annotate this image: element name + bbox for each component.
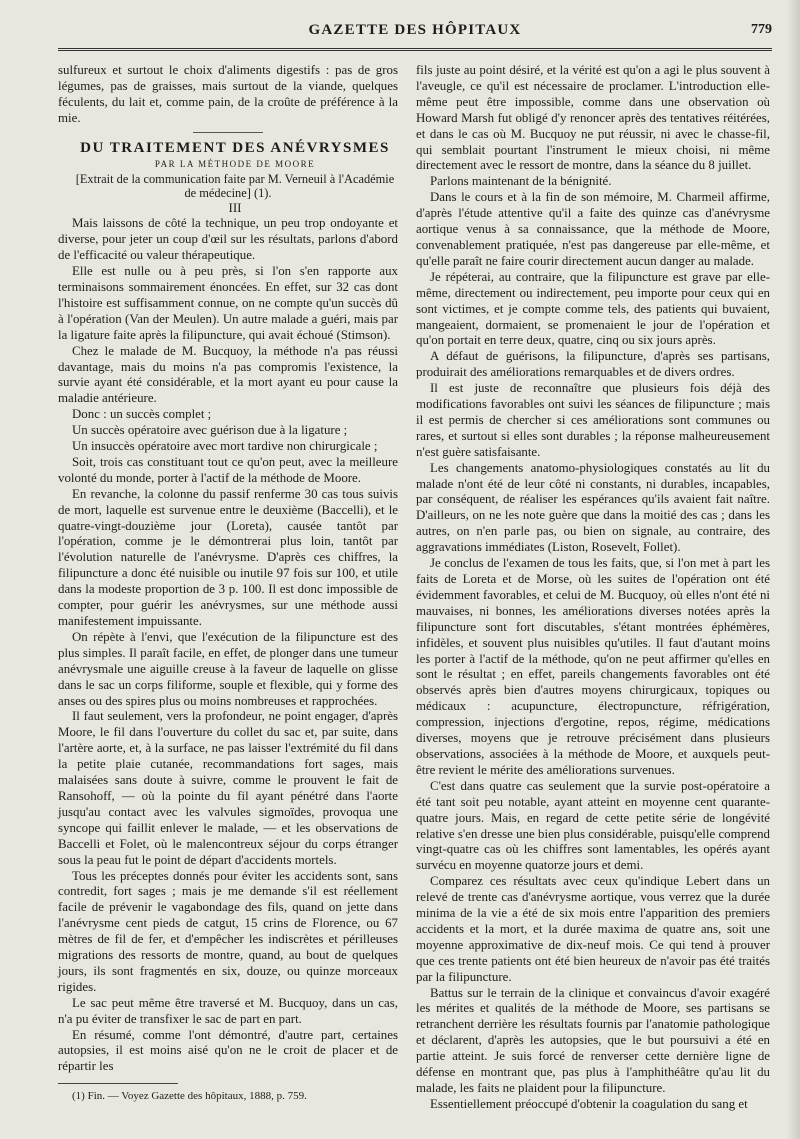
body-paragraph: Les changements anatomo-physiologiques constatés au lit du malade n'ont été de leur côté ni constants, ni durables, incapables, par conséquent, de réaliser les espérances qu'ils avaient fait naître. D'ailleurs, on ne les note guère que dans la moitié des cas ; dans les autres, on n'en parle pas, ou bien on signale, au contraire, des aggravations immédiates (Liston, Rosevelt, Follet). — [416, 460, 770, 555]
body-paragraph: fils juste au point désiré, et la vérité est qu'on a agi le plus souvent à l'aveugle, ce qu'il est nécessaire de proclamer. L'introduction elle-même peut être impossible, comme dans une observation où Howard Marsh fut obligé d'y renoncer après des tentatives réitérées, et dans le cas où M. Bucquoy ne put réussir, ni avec le chasse-fil, qui semblait pourtant l'instrument le mieux choisi, ni même directement avec le ressort de montre, dans la séance du 8 juillet. — [416, 63, 770, 173]
footnote-divider — [58, 1083, 178, 1084]
section-title: DU TRAITEMENT DES ANÉVRYSMES — [80, 139, 390, 156]
body-paragraph: Chez le malade de M. Bucquoy, la méthode n'a pas réussi davantage, mais du moins n'a pas compromis l'existence, la survie ayant été considérable, et la mort ayant eu pour cause la maladie antérieure. — [58, 343, 398, 406]
body-paragraph: Un succès opératoire avec guérison due à la ligature ; — [72, 423, 348, 438]
body-paragraph: Il est juste de reconnaître que plusieurs fois déjà des modifications favorables ont suivi les séances de filipuncture ; mais il est permis de chercher si ces améliorations sont communes ou rares, et surtout si elles sont durables ; la réponse malheureusement n'est guère satisfaisante. — [416, 381, 770, 459]
body-paragraph: Elle est nulle ou à peu près, si l'on s'en rapporte aux terminaisons sommairement énoncées. En effet, sur 32 cas dont l'histoire est suffisamment connue, on ne compte qu'un succès dû à l'opération (Van der Meulen). Un autre malade a guéri, mais par la ligature faite après la filipuncture, qui avait échoué (Stimson). — [58, 264, 398, 342]
intro-paragraph: sulfureux et surtout le choix d'aliments digestifs : pas de gros légumes, pas de graisses, mais surtout de la viande, quelques féculents, du lait et, comme pain, de la croûte de préférence à la mie. — [58, 63, 398, 125]
body-paragraph: Dans le cours et à la fin de son mémoire, M. Charmeil affirme, d'après l'étude attentive qu'il a faite des quinze cas d'anévrysme aortique venus à sa connaissance, que la méthode de Moore, convenablement pratiquée, n'est pas dangereuse par elle-même, et qu'elle paraît ne faire courir directement aucun danger au malade. — [416, 190, 770, 268]
page-number: 779 — [751, 22, 772, 37]
body-paragraph: Donc : un succès complet ; — [72, 407, 212, 422]
body-paragraph: Parlons maintenant de la bénignité. — [430, 174, 612, 189]
running-head-title: GAZETTE DES HÔPITAUX — [308, 22, 522, 38]
right-column — [416, 63, 770, 1113]
footnote: (1) Fin. — Voyez Gazette des hôpitaux, 1888, p. 759. — [72, 1090, 307, 1103]
section-divider — [193, 132, 263, 133]
body-paragraph: Je conclus de l'examen de tous les faits, que, si l'on met à part les faits de Loreta et de Morse, où les suites de l'opération ont été évidemment favorables, et celui de M. Bucquoy, où elles n'ont été ni mauvaises, ni bonnes, les améliorations diverses notées après la filipuncture sont fort discutables, s'étant montrées éphémères, infidèles, et souvent plus nuisibles qu'utiles. Il faut d'autant moins les porter à l'actif de la méthode, qu'on ne peut affirmer qu'elles en sont le résultat ; en effet, pareils changements favorables ont été observés après bien d'autres moyens chirurgicaux, topiques ou médicaux : acupuncture, électropuncture, réfrigération, compression, injections d'ergotine, repos, régime, médications diverses, moyens que je retrouve précisément dans plusieurs observations, associées à la méthode de Moore, et auxquels peut-être revient le mérite des améliorations survenues. — [416, 556, 770, 777]
body-paragraph: Mais laissons de côté la technique, un peu trop ondoyante et diverse, pour jeter un coup d'œil sur les résultats, parlons d'abord de l'efficacité ou valeur thérapeutique. — [58, 216, 398, 263]
body-paragraph: On répète à l'envi, que l'exécution de la filipuncture est des plus simples. Il paraît facile, en effet, de plonger dans une tumeur anévrysmale une aiguille creuse à la faveur de laquelle on glisse dans le sac un corps filiforme, souple et flexible, qui y forme des anses ou des spires plus ou moins nombreuses et rapprochées. — [58, 629, 398, 708]
body-paragraph: En revanche, la colonne du passif renferme 30 cas tous suivis de mort, laquelle est survenue entre le deuxième (Baccelli), et le quatre-vingt-douzième jour (Loreta), causée tantôt par l'opération, comme je le démontrerai plus loin, tantôt par l'évolution naturelle de l'anévrysme. D'après ces chiffres, la filipuncture a donc été nuisible ou inutile 97 fois sur 100, et utile dans la modeste proportion de 3 p. 100. Il est donc impossible de compter, pour guérir les anévrysmes, sur une méthode aussi manifestement impuissante. — [58, 486, 398, 628]
body-paragraph: Il faut seulement, vers la profondeur, ne point engager, d'après Moore, le fil dans l'ouverture du collet du sac et, par suite, dans l'artère aorte, et, à la surface, ne pas laisser l'extrémité du fil dans la petite plaie cutanée, recommandations fort sages, mais malaisées sans doute à suivre, comme le prouvent le fait de Ransohoff, — où la pointe du fil ayant pénétré dans l'aorte jusqu'au contact avec les valvules sigmoïdes, provoqua une syncope qui faillit enlever le malade, — et les observations de Baccelli et Folet, où le malencontreux séjour du corps étranger sous la peau fut le point de départ d'accidents mortels. — [58, 709, 398, 867]
body-paragraph: C'est dans quatre cas seulement que la survie post-opératoire a été tant soit peu notable, ayant atteint en moyenne cent quarante-quatre jours. Mais, en regard de cette petite série de longévité relative s'en dresse une bien plus considérable, puisqu'elle comprend vingt-quatre cas où les chiffres sont lamentables, les opérés ayant survécu en moyenne quatorze jours et demi. — [416, 778, 770, 873]
page-header — [58, 22, 772, 51]
body-paragraph: Battus sur le terrain de la clinique et convaincus d'avoir exagéré les mérites et qualités de la méthode de Moore, ses partisans se retranchent derrière les résultats fournis par l'anatomie pathologique et déclarent, d'après les autopsies, que le but poursuivi a été en partie atteint. Je suis forcé de renverser cette dernière ligne de défense en montrant que, pas plus à l'amphithéâtre qu'au lit du malade, les faits ne plaident pour la filipuncture. — [416, 985, 770, 1095]
section-note: [Extrait de la communication faite par M. Verneuil à l'Académie de médecine] (1). — [75, 172, 395, 201]
body-paragraph: Comparez ces résultats avec ceux qu'indique Lebert dans un relevé de trente cas d'anévrysme aortique, vous verrez que la durée minima de la vie a été de six mois entre l'apparition des premiers accidents et la mort, et la durée maxima de quatre ans, soit une moyenne approximative de dix-neuf mois. Ce qui tend à prouver que ces trente patients ont été bien heureux de n'avoir pas été traités par la filipuncture. — [416, 874, 770, 984]
chapter-number: III — [228, 200, 242, 216]
body-paragraph: Soit, trois cas constituant tout ce qu'on peut, avec la meilleure volonté du monde, porter à l'actif de la méthode de Moore. — [58, 454, 398, 485]
body-paragraph: Tous les préceptes donnés pour éviter les accidents sont, sans contredit, fort sages ; mais je me demande s'il est réellement facile de prévenir le vagabondage des fils, quand on jette dans l'anévrysme cent pieds de catgut, 15 crins de Florence, ou 67 mètres de fil de fer, et d'empêcher les indiscrètes et périlleuses migrations des ressorts de montre, quand, au bout de quelques jours, ils sont fragmentés en six, douze, ou quinze morceaux rigides. — [58, 868, 398, 994]
page-edge-shadow — [786, 0, 800, 1139]
body-paragraph: Un insuccès opératoire avec mort tardive non chirurgicale ; — [72, 439, 378, 454]
left-column — [58, 63, 398, 1103]
section-byline: PAR LA MÉTHODE DE MOORE — [154, 158, 316, 169]
body-paragraph: Le sac peut même être traversé et M. Bucquoy, dans un cas, n'a pu éviter de transfixer le sac de part en part. — [58, 995, 398, 1026]
body-paragraph: Essentiellement préoccupé d'obtenir la coagulation du sang et — [430, 1096, 748, 1111]
body-paragraph: En résumé, comme l'ont démontré, d'autre part, certaines autopsies, il est moins aisé qu'on ne le croit de placer et de répartir les — [58, 1027, 398, 1074]
body-paragraph: A défaut de guérisons, la filipuncture, d'après ses partisans, produirait des améliorations remarquables et de divers ordres. — [416, 349, 770, 380]
body-paragraph: Je répéterai, au contraire, que la filipuncture est grave par elle-même, directement ou indirectement, peu importe pour ceux qui en sont victimes, et je compte comme tels, des patients qui buvaient, mangeaient, dormaient, se promenaient le jour de l'opération et qu'on portait en terre deux, quatre, cinq ou six jours après. — [416, 269, 770, 348]
